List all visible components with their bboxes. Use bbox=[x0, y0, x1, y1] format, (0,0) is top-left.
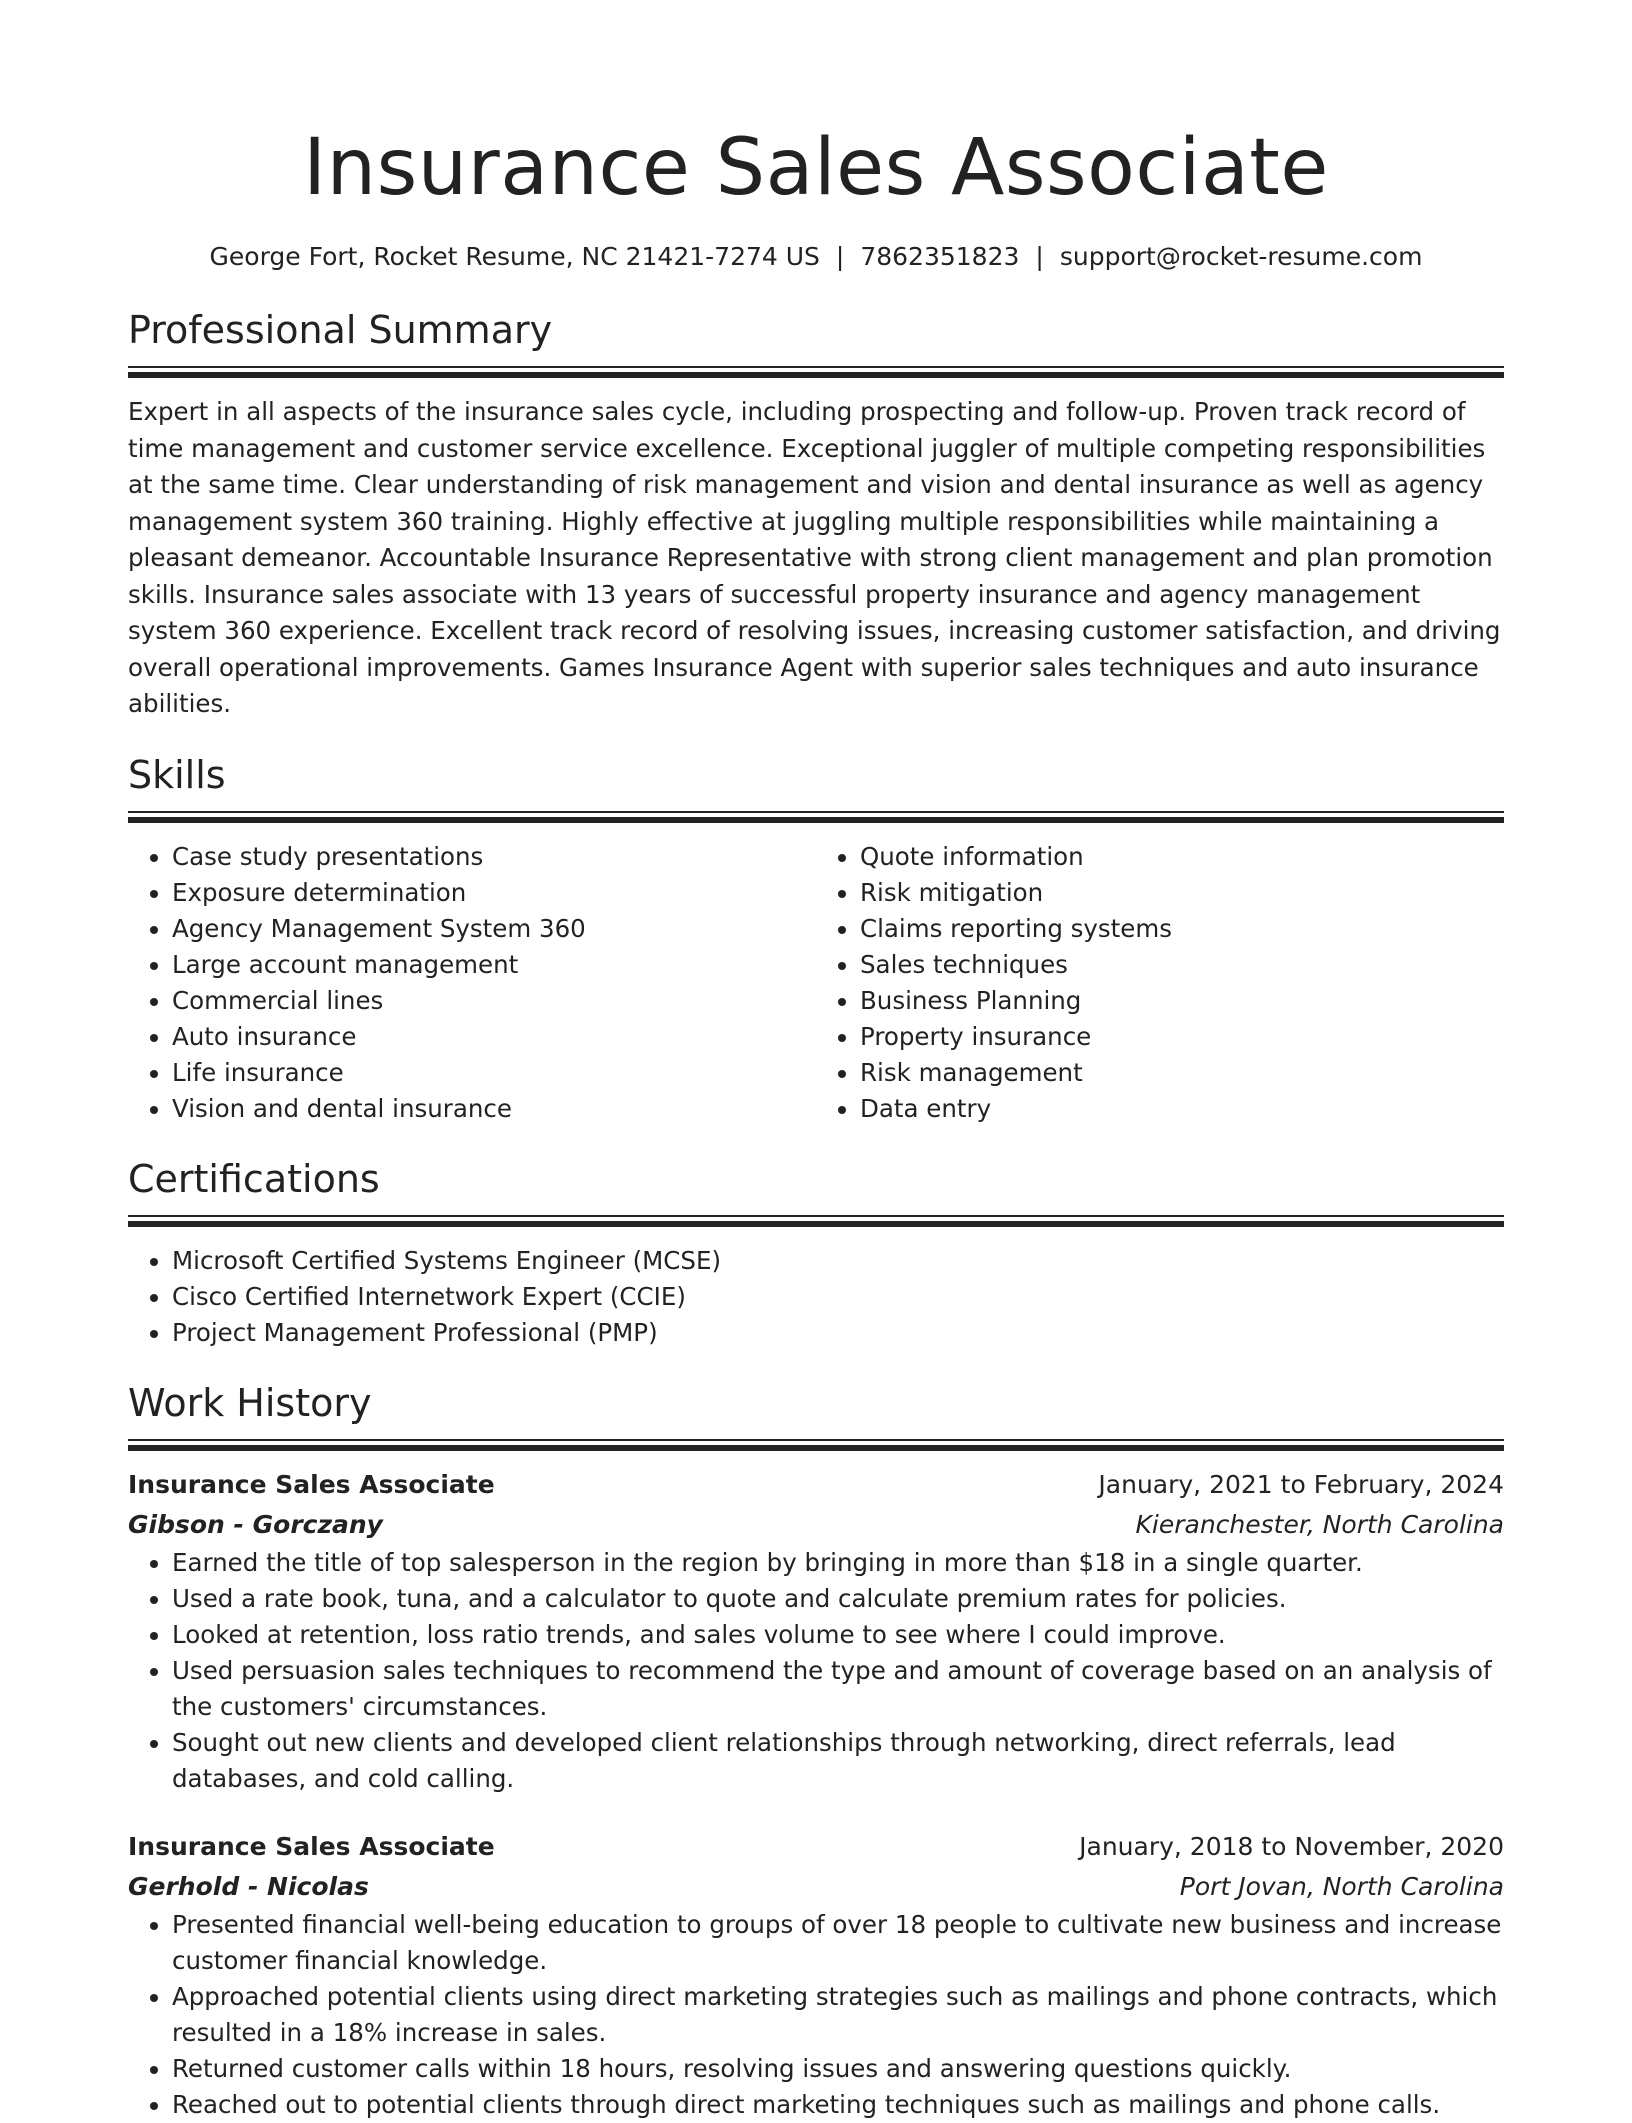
skill-item: • Risk mitigation bbox=[860, 875, 1504, 911]
job-bullet: • Looked at retention, loss ratio trends, and sales volume to see where I could improve. bbox=[172, 1617, 1504, 1653]
work-heading: Work History bbox=[128, 1380, 372, 1425]
job-bullet: • Used persuasion sales techniques to recommend the type and amount of coverage based on an analysis of the customers' circumstances. bbox=[172, 1653, 1504, 1725]
skills-column-left bbox=[128, 839, 816, 1127]
job-entry bbox=[128, 1465, 1504, 1797]
job-bullet: • Used a rate book, tuna, and a calculator to quote and calculate premium rates for policies. bbox=[172, 1581, 1504, 1617]
job-title: Insurance Sales Associate bbox=[128, 1469, 495, 1499]
job-entry bbox=[128, 1827, 1504, 2123]
section-rule bbox=[128, 1439, 1504, 1441]
job-header bbox=[128, 1827, 1504, 1867]
section-rule-thick bbox=[128, 817, 1504, 823]
skill-item: • Quote information bbox=[860, 839, 1504, 875]
skills-section bbox=[128, 751, 1504, 1127]
skill-item: • Exposure determination bbox=[172, 875, 816, 911]
job-bullets bbox=[128, 1545, 1504, 1797]
skill-item: • Large account management bbox=[172, 947, 816, 983]
skill-item: • Sales techniques bbox=[860, 947, 1504, 983]
certifications-heading: Certifications bbox=[128, 1156, 380, 1201]
contact-phone: 7862351823 bbox=[860, 242, 1020, 271]
section-rule-thick bbox=[128, 372, 1504, 378]
resume-title: Insurance Sales Associate bbox=[303, 123, 1329, 213]
skill-item: • Risk management bbox=[860, 1055, 1504, 1091]
job-dates: January, 2018 to November, 2020 bbox=[1079, 1831, 1504, 1861]
skills-list-right bbox=[816, 839, 1504, 1127]
work-section bbox=[128, 1379, 1504, 2123]
certifications-list bbox=[128, 1243, 1504, 1351]
skills-column-right bbox=[816, 839, 1504, 1127]
certification-item: • Cisco Certified Internetwork Expert (CCIE) bbox=[172, 1279, 1504, 1315]
contact-address: George Fort, Rocket Resume, NC 21421-7274 US bbox=[209, 242, 820, 271]
job-bullet: • Earned the title of top salesperson in the region by bringing in more than $18 in a single quarter. bbox=[172, 1545, 1504, 1581]
section-rule bbox=[128, 366, 1504, 368]
skill-item: • Life insurance bbox=[172, 1055, 816, 1091]
skills-list-left bbox=[128, 839, 816, 1127]
section-rule bbox=[128, 1215, 1504, 1217]
job-dates: January, 2021 to February, 2024 bbox=[1098, 1469, 1504, 1499]
skill-item: • Commercial lines bbox=[172, 983, 816, 1019]
section-rule-thick bbox=[128, 1221, 1504, 1227]
skill-item: • Agency Management System 360 bbox=[172, 911, 816, 947]
skill-item: • Claims reporting systems bbox=[860, 911, 1504, 947]
job-company: Gerhold - Nicolas bbox=[128, 1871, 369, 1901]
section-rule bbox=[128, 811, 1504, 813]
job-subheader bbox=[128, 1867, 1504, 1907]
contact-line bbox=[128, 240, 1504, 274]
summary-section bbox=[128, 306, 1504, 723]
job-company: Gibson - Gorczany bbox=[128, 1509, 383, 1539]
job-bullet: • Presented financial well-being education to groups of over 18 people to cultivate new business and increase customer financial knowledge. bbox=[172, 1907, 1504, 1979]
job-header bbox=[128, 1465, 1504, 1505]
job-bullets bbox=[128, 1907, 1504, 2123]
skill-item: • Case study presentations bbox=[172, 839, 816, 875]
job-title: Insurance Sales Associate bbox=[128, 1831, 495, 1861]
job-subheader bbox=[128, 1505, 1504, 1545]
summary-text: Expert in all aspects of the insurance sales cycle, including prospecting and follow-up. Proven track record of time management and customer service excellence. Exceptional juggler of multiple competing responsibilities at the same time. Clear understanding of risk management and vision and dental insurance as well as agency management system 360 training. Highly effective at juggling multiple responsibilities while maintaining a pleasant demeanor. Accountable Insurance Representative with strong client management and plan promotion skills. Insurance sales associate with 13 years of successful property insurance and agency management system 360 experience. Excellent track record of resolving issues, increasing customer satisfaction, and driving overall operational improvements. Games Insurance Agent with superior sales techniques and auto insurance abilities. bbox=[128, 397, 1501, 718]
certification-item: • Microsoft Certified Systems Engineer (MCSE) bbox=[172, 1243, 1504, 1279]
job-location: Port Jovan, North Carolina bbox=[1179, 1871, 1504, 1901]
section-rule-thick bbox=[128, 1445, 1504, 1451]
contact-separator: | bbox=[1035, 242, 1044, 271]
job-location: Kieranchester, North Carolina bbox=[1135, 1509, 1504, 1539]
job-bullet: • Reached out to potential clients through direct marketing techniques such as mailings and phone calls. bbox=[172, 2087, 1504, 2123]
skill-item: • Business Planning bbox=[860, 983, 1504, 1019]
contact-separator: | bbox=[835, 242, 845, 271]
certification-item: • Project Management Professional (PMP) bbox=[172, 1315, 1504, 1351]
job-bullet: • Approached potential clients using direct marketing strategies such as mailings and phone contracts, which resulted in a 18% increase in sales. bbox=[172, 1979, 1504, 2051]
skill-item: • Property insurance bbox=[860, 1019, 1504, 1055]
skill-item: • Data entry bbox=[860, 1091, 1504, 1127]
job-bullet: • Sought out new clients and developed client relationships through networking, direct referrals, lead databases, and cold calling. bbox=[172, 1725, 1504, 1797]
skills-heading: Skills bbox=[128, 752, 226, 797]
certifications-section bbox=[128, 1155, 1504, 1351]
contact-email[interactable]: support@rocket-resume.com bbox=[1059, 242, 1423, 271]
job-bullet: • Returned customer calls within 18 hours, resolving issues and answering questions quickly. bbox=[172, 2051, 1504, 2087]
skills-grid bbox=[128, 839, 1504, 1127]
skill-item: • Auto insurance bbox=[172, 1019, 816, 1055]
summary-heading: Professional Summary bbox=[128, 308, 553, 352]
skill-item: • Vision and dental insurance bbox=[172, 1091, 816, 1127]
